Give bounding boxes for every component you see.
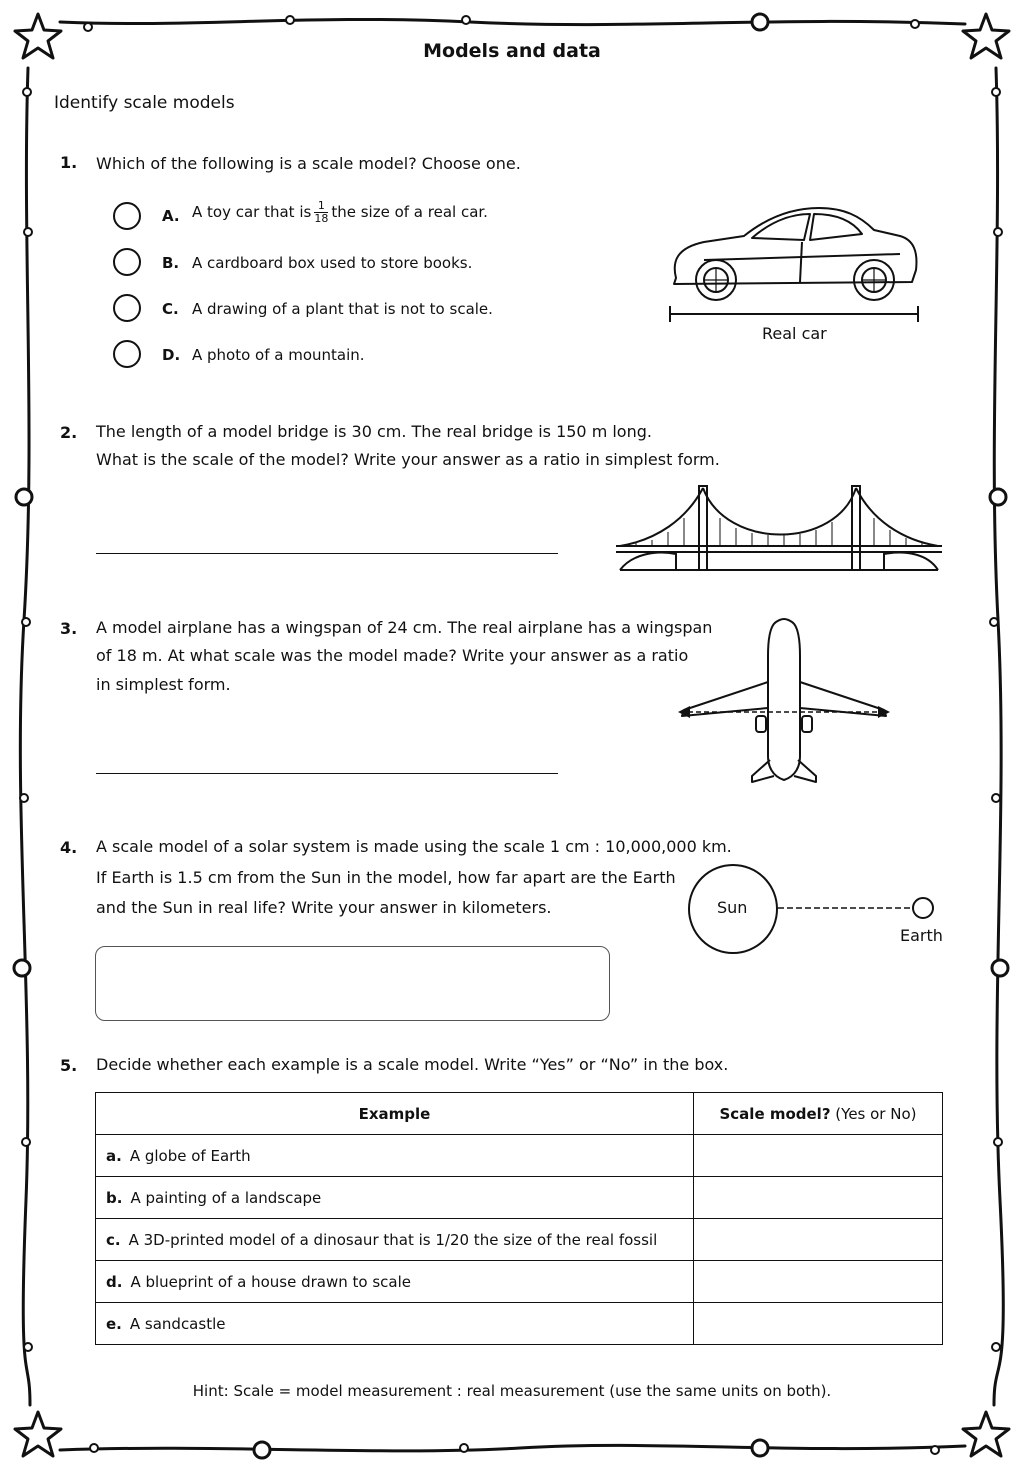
answer-cell[interactable] <box>694 1303 943 1345</box>
fraction-denominator: 18 <box>314 212 329 225</box>
column-header-example: Example <box>96 1093 694 1135</box>
option-c-letter: C. <box>162 300 179 318</box>
row-text: A blueprint of a house drawn to scale <box>130 1272 411 1291</box>
question-4-line-2: If Earth is 1.5 cm from the Sun in the model, how far apart are the Earth <box>96 868 676 887</box>
example-cell <box>96 1135 694 1177</box>
table-row <box>96 1219 943 1261</box>
section-heading: Identify scale models <box>54 93 235 113</box>
question-1-number: 1. <box>60 153 78 172</box>
star-icon <box>15 1412 61 1456</box>
question-3-line-1: A model airplane has a wingspan of 24 cm. The real airplane has a wingspan <box>96 618 713 637</box>
question-4-answer-box[interactable] <box>95 946 610 1021</box>
row-letter: b. <box>106 1188 123 1207</box>
row-text: A globe of Earth <box>129 1146 251 1165</box>
question-5-number: 5. <box>60 1056 78 1075</box>
question-3-number: 3. <box>60 619 78 638</box>
option-b-letter: B. <box>162 254 180 272</box>
option-c-text: A drawing of a plant that is not to scale. <box>192 300 493 318</box>
column-header-scale-model <box>694 1093 943 1135</box>
question-2-number: 2. <box>60 423 78 442</box>
car-illustration <box>664 200 926 325</box>
table-row <box>96 1135 943 1177</box>
table-row <box>96 1177 943 1219</box>
row-text: A sandcastle <box>129 1314 226 1333</box>
question-3-line-3: in simplest form. <box>96 675 231 694</box>
scale-model-table <box>95 1092 943 1345</box>
option-a-text-pre: A toy car that is <box>192 203 312 221</box>
answer-cell[interactable] <box>694 1135 943 1177</box>
question-1-text: Which of the following is a scale model? Choose one. <box>96 154 521 173</box>
fraction <box>314 200 328 225</box>
row-text: A painting of a landscape <box>130 1188 322 1207</box>
answer-cell[interactable] <box>694 1219 943 1261</box>
option-a-radio[interactable] <box>113 202 141 230</box>
question-4-line-1: A scale model of a solar system is made using the scale 1 cm : 10,000,000 km. <box>96 837 732 856</box>
column-header-scale-model-rest: (Yes or No) <box>830 1104 917 1123</box>
option-c-radio[interactable] <box>113 294 141 322</box>
airplane-illustration <box>674 616 894 788</box>
question-2-line-1: The length of a model bridge is 30 cm. The real bridge is 150 m long. <box>96 422 652 441</box>
question-4-line-3: and the Sun in real life? Write your answer in kilometers. <box>96 898 552 917</box>
question-2-answer-line[interactable] <box>96 553 558 554</box>
option-b-radio[interactable] <box>113 248 141 276</box>
example-cell <box>96 1177 694 1219</box>
sun-label: Sun <box>717 898 748 917</box>
fraction-numerator: 1 <box>314 200 328 213</box>
column-header-scale-model-bold: Scale model? <box>719 1104 831 1123</box>
row-letter: a. <box>106 1146 122 1165</box>
example-cell <box>96 1303 694 1345</box>
earth-label: Earth <box>900 926 943 945</box>
option-d-letter: D. <box>162 346 181 364</box>
question-2-line-2: What is the scale of the model? Write your answer as a ratio in simplest form. <box>96 450 720 469</box>
example-cell <box>96 1261 694 1303</box>
answer-cell[interactable] <box>694 1261 943 1303</box>
star-icon <box>963 1412 1009 1456</box>
option-a-text-post: the size of a real car. <box>331 203 488 221</box>
question-3-answer-line[interactable] <box>96 773 558 774</box>
answer-cell[interactable] <box>694 1177 943 1219</box>
row-text: A 3D-printed model of a dinosaur that is 1/20 the size of the real fossil <box>128 1230 658 1249</box>
table-header-row <box>96 1093 943 1135</box>
row-letter: c. <box>106 1230 121 1249</box>
option-b-text: A cardboard box used to store books. <box>192 254 473 272</box>
car-label: Real car <box>762 324 827 343</box>
row-letter: e. <box>106 1314 122 1333</box>
option-a-letter: A. <box>162 207 180 225</box>
page-title: Models and data <box>423 40 601 62</box>
table-row <box>96 1303 943 1345</box>
row-letter: d. <box>106 1272 123 1291</box>
hint-text: Hint: Scale = model measurement : real measurement (use the same units on both). <box>192 1382 832 1400</box>
table-row <box>96 1261 943 1303</box>
question-5-text: Decide whether each example is a scale model. Write “Yes” or “No” in the box. <box>96 1055 729 1074</box>
example-cell <box>96 1219 694 1261</box>
bridge-illustration <box>616 480 942 574</box>
question-3-line-2: of 18 m. At what scale was the model made? Write your answer as a ratio <box>96 646 689 665</box>
option-a-text <box>192 200 488 225</box>
option-d-radio[interactable] <box>113 340 141 368</box>
option-d-text: A photo of a mountain. <box>192 346 365 364</box>
question-4-number: 4. <box>60 838 78 857</box>
